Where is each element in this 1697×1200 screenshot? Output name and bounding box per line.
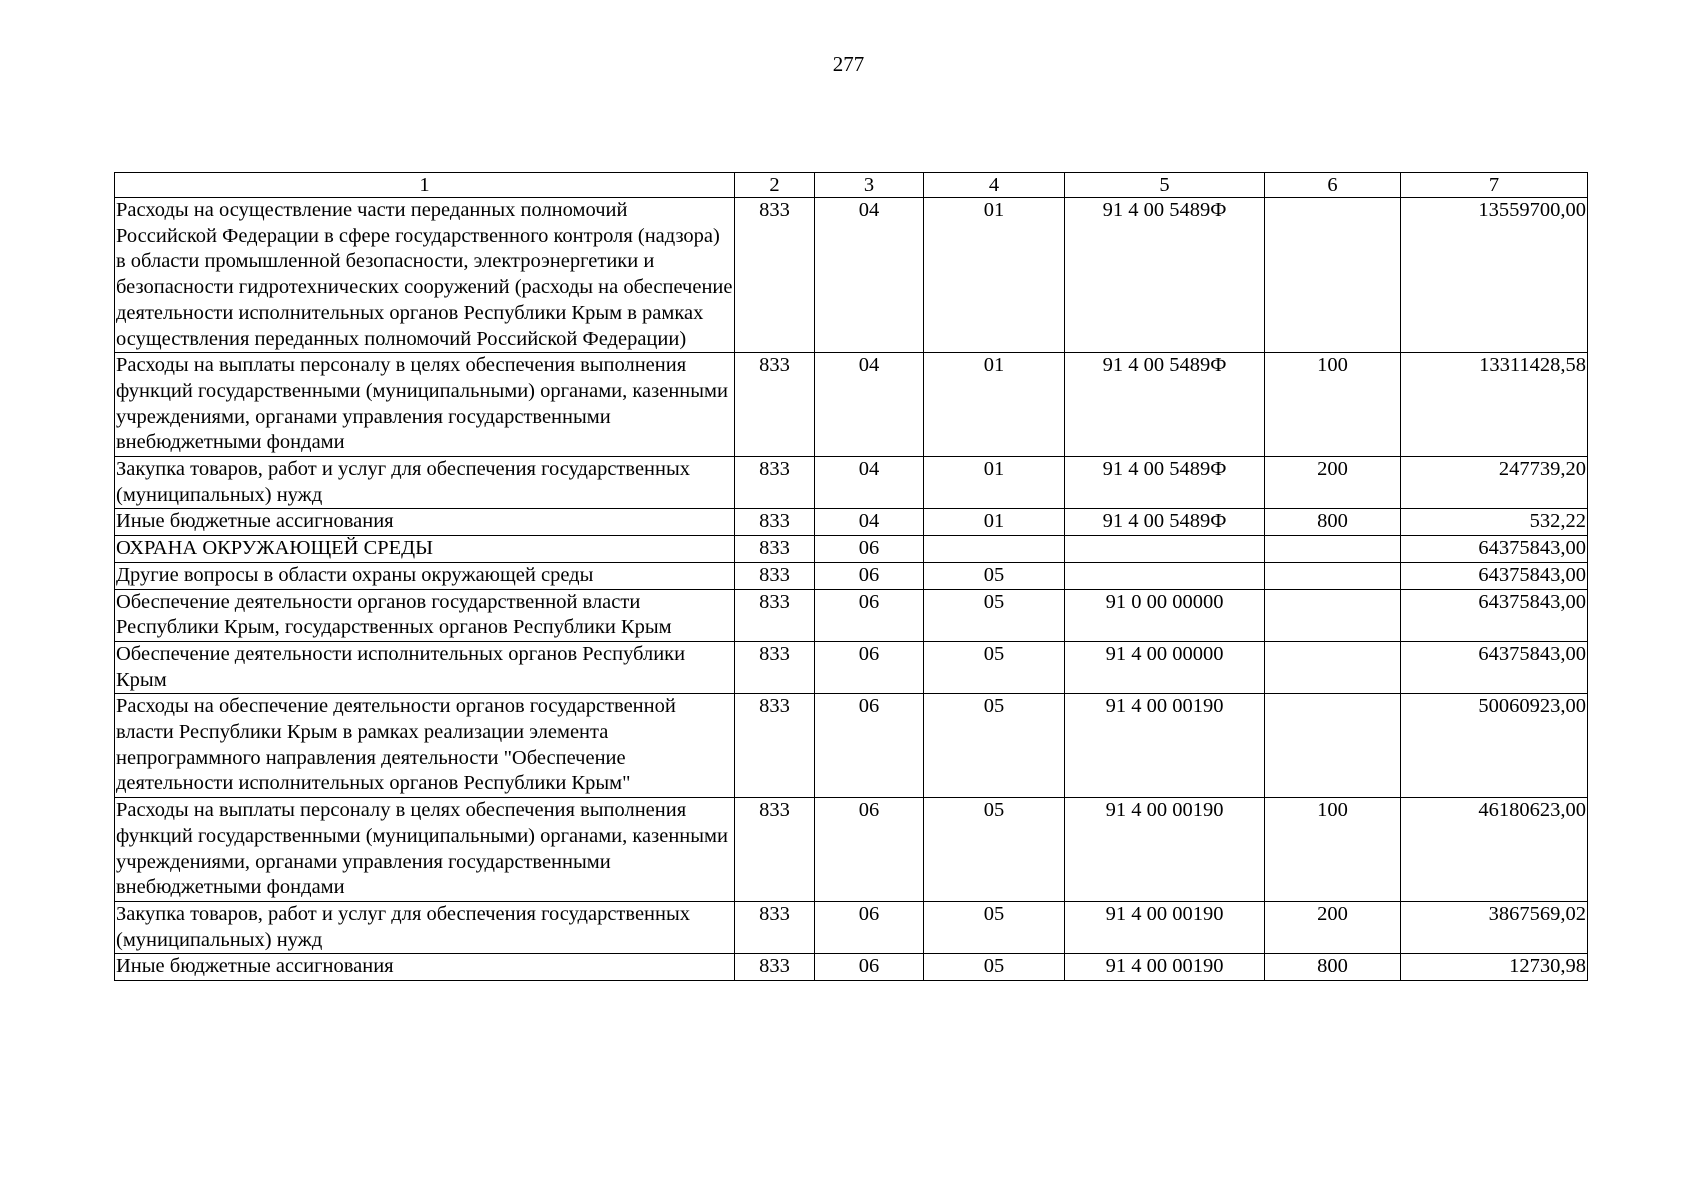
expense-type-cell <box>1265 536 1401 563</box>
subsection-code-cell: 05 <box>924 901 1065 953</box>
subsection-code-cell: 05 <box>924 641 1065 693</box>
amount-cell: 64375843,00 <box>1401 589 1588 641</box>
amount-cell: 50060923,00 <box>1401 694 1588 798</box>
amount-cell: 64375843,00 <box>1401 641 1588 693</box>
section-code-cell: 04 <box>815 509 924 536</box>
expense-name-cell: Закупка товаров, работ и услуг для обеспечения государственных (муниципальных) нужд <box>115 457 735 509</box>
section-code-cell: 06 <box>815 589 924 641</box>
subsection-code-cell: 05 <box>924 694 1065 798</box>
section-code-cell: 06 <box>815 798 924 902</box>
section-code-cell: 06 <box>815 562 924 589</box>
section-code-cell: 06 <box>815 901 924 953</box>
target-article-cell: 91 4 00 5489Ф <box>1065 198 1265 353</box>
table-row <box>115 954 1588 981</box>
target-article-cell: 91 4 00 00190 <box>1065 954 1265 981</box>
expense-type-cell: 800 <box>1265 954 1401 981</box>
section-code-cell: 04 <box>815 353 924 457</box>
table-row <box>115 509 1588 536</box>
expense-type-cell <box>1265 641 1401 693</box>
ministry-code-cell: 833 <box>735 562 815 589</box>
target-article-cell: 91 4 00 00190 <box>1065 694 1265 798</box>
table-row <box>115 457 1588 509</box>
ministry-code-cell: 833 <box>735 954 815 981</box>
ministry-code-cell: 833 <box>735 198 815 353</box>
page-number: 277 <box>832 52 865 76</box>
budget-table <box>114 172 1588 981</box>
ministry-code-cell: 833 <box>735 641 815 693</box>
expense-type-cell: 200 <box>1265 457 1401 509</box>
expense-type-cell: 200 <box>1265 901 1401 953</box>
table-row <box>115 562 1588 589</box>
column-header: 3 <box>815 173 924 198</box>
expense-type-cell <box>1265 589 1401 641</box>
subsection-code-cell: 01 <box>924 353 1065 457</box>
column-number-row <box>115 173 1588 198</box>
table-row <box>115 641 1588 693</box>
target-article-cell: 91 4 00 00190 <box>1065 798 1265 902</box>
expense-type-cell <box>1265 694 1401 798</box>
table-row <box>115 198 1588 353</box>
subsection-code-cell: 05 <box>924 954 1065 981</box>
expense-name-cell: Обеспечение деятельности органов государственной власти Республики Крым, государственных органов Республики Крым <box>115 589 735 641</box>
column-header: 7 <box>1401 173 1588 198</box>
expense-name-cell: Расходы на обеспечение деятельности органов государственной власти Республики Крым в рамках реализации элемента непрограммного направления деятельности "Обеспечение деятельности исполнительных органов Республики Крым" <box>115 694 735 798</box>
amount-cell: 12730,98 <box>1401 954 1588 981</box>
expense-type-cell <box>1265 198 1401 353</box>
amount-cell: 64375843,00 <box>1401 536 1588 563</box>
expense-name-cell: Иные бюджетные ассигнования <box>115 954 735 981</box>
target-article-cell: 91 4 00 5489Ф <box>1065 457 1265 509</box>
ministry-code-cell: 833 <box>735 536 815 563</box>
ministry-code-cell: 833 <box>735 353 815 457</box>
section-code-cell: 06 <box>815 954 924 981</box>
table-row <box>115 589 1588 641</box>
column-header: 5 <box>1065 173 1265 198</box>
subsection-code-cell: 05 <box>924 562 1065 589</box>
amount-cell: 64375843,00 <box>1401 562 1588 589</box>
table-row <box>115 798 1588 902</box>
amount-cell: 13311428,58 <box>1401 353 1588 457</box>
target-article-cell <box>1065 536 1265 563</box>
column-header: 1 <box>115 173 735 198</box>
section-code-cell: 06 <box>815 641 924 693</box>
table-body <box>115 198 1588 981</box>
expense-name-cell: Закупка товаров, работ и услуг для обеспечения государственных (муниципальных) нужд <box>115 901 735 953</box>
ministry-code-cell: 833 <box>735 589 815 641</box>
target-article-cell: 91 4 00 5489Ф <box>1065 509 1265 536</box>
subsection-code-cell: 05 <box>924 589 1065 641</box>
expense-name-cell: ОХРАНА ОКРУЖАЮЩЕЙ СРЕДЫ <box>115 536 735 563</box>
expense-type-cell: 100 <box>1265 798 1401 902</box>
subsection-code-cell: 01 <box>924 509 1065 536</box>
expense-name-cell: Расходы на выплаты персоналу в целях обеспечения выполнения функций государственными (муниципальными) органами, казенными учреждениями, органами управления государственными внебюджетными фондами <box>115 798 735 902</box>
subsection-code-cell: 01 <box>924 457 1065 509</box>
target-article-cell: 91 0 00 00000 <box>1065 589 1265 641</box>
ministry-code-cell: 833 <box>735 694 815 798</box>
amount-cell: 247739,20 <box>1401 457 1588 509</box>
section-code-cell: 04 <box>815 198 924 353</box>
table-row <box>115 536 1588 563</box>
amount-cell: 13559700,00 <box>1401 198 1588 353</box>
expense-name-cell: Другие вопросы в области охраны окружающей среды <box>115 562 735 589</box>
amount-cell: 532,22 <box>1401 509 1588 536</box>
table-row <box>115 694 1588 798</box>
subsection-code-cell: 05 <box>924 798 1065 902</box>
section-code-cell: 06 <box>815 694 924 798</box>
ministry-code-cell: 833 <box>735 798 815 902</box>
target-article-cell: 91 4 00 00190 <box>1065 901 1265 953</box>
amount-cell: 46180623,00 <box>1401 798 1588 902</box>
expense-type-cell: 800 <box>1265 509 1401 536</box>
target-article-cell: 91 4 00 5489Ф <box>1065 353 1265 457</box>
column-header: 6 <box>1265 173 1401 198</box>
expense-name-cell: Иные бюджетные ассигнования <box>115 509 735 536</box>
subsection-code-cell: 01 <box>924 198 1065 353</box>
section-code-cell: 06 <box>815 536 924 563</box>
target-article-cell: 91 4 00 00000 <box>1065 641 1265 693</box>
expense-type-cell: 100 <box>1265 353 1401 457</box>
ministry-code-cell: 833 <box>735 901 815 953</box>
ministry-code-cell: 833 <box>735 457 815 509</box>
section-code-cell: 04 <box>815 457 924 509</box>
amount-cell: 3867569,02 <box>1401 901 1588 953</box>
table-row <box>115 353 1588 457</box>
expense-name-cell: Расходы на выплаты персоналу в целях обеспечения выполнения функций государственными (муниципальными) органами, казенными учреждениями, органами управления государственными внебюджетными фондами <box>115 353 735 457</box>
column-header: 4 <box>924 173 1065 198</box>
ministry-code-cell: 833 <box>735 509 815 536</box>
expense-name-cell: Обеспечение деятельности исполнительных органов Республики Крым <box>115 641 735 693</box>
expense-type-cell <box>1265 562 1401 589</box>
target-article-cell <box>1065 562 1265 589</box>
expense-name-cell: Расходы на осуществление части переданных полномочий Российской Федерации в сфере государственного контроля (надзора) в области промышленной безопасности, электроэнергетики и безопасности гидротехнических сооружений (расходы на обеспечение деятельности исполнительных органов Республики Крым в рамках осуществления переданных полномочий Российской Федерации) <box>115 198 735 353</box>
table-row <box>115 901 1588 953</box>
column-header: 2 <box>735 173 815 198</box>
subsection-code-cell <box>924 536 1065 563</box>
